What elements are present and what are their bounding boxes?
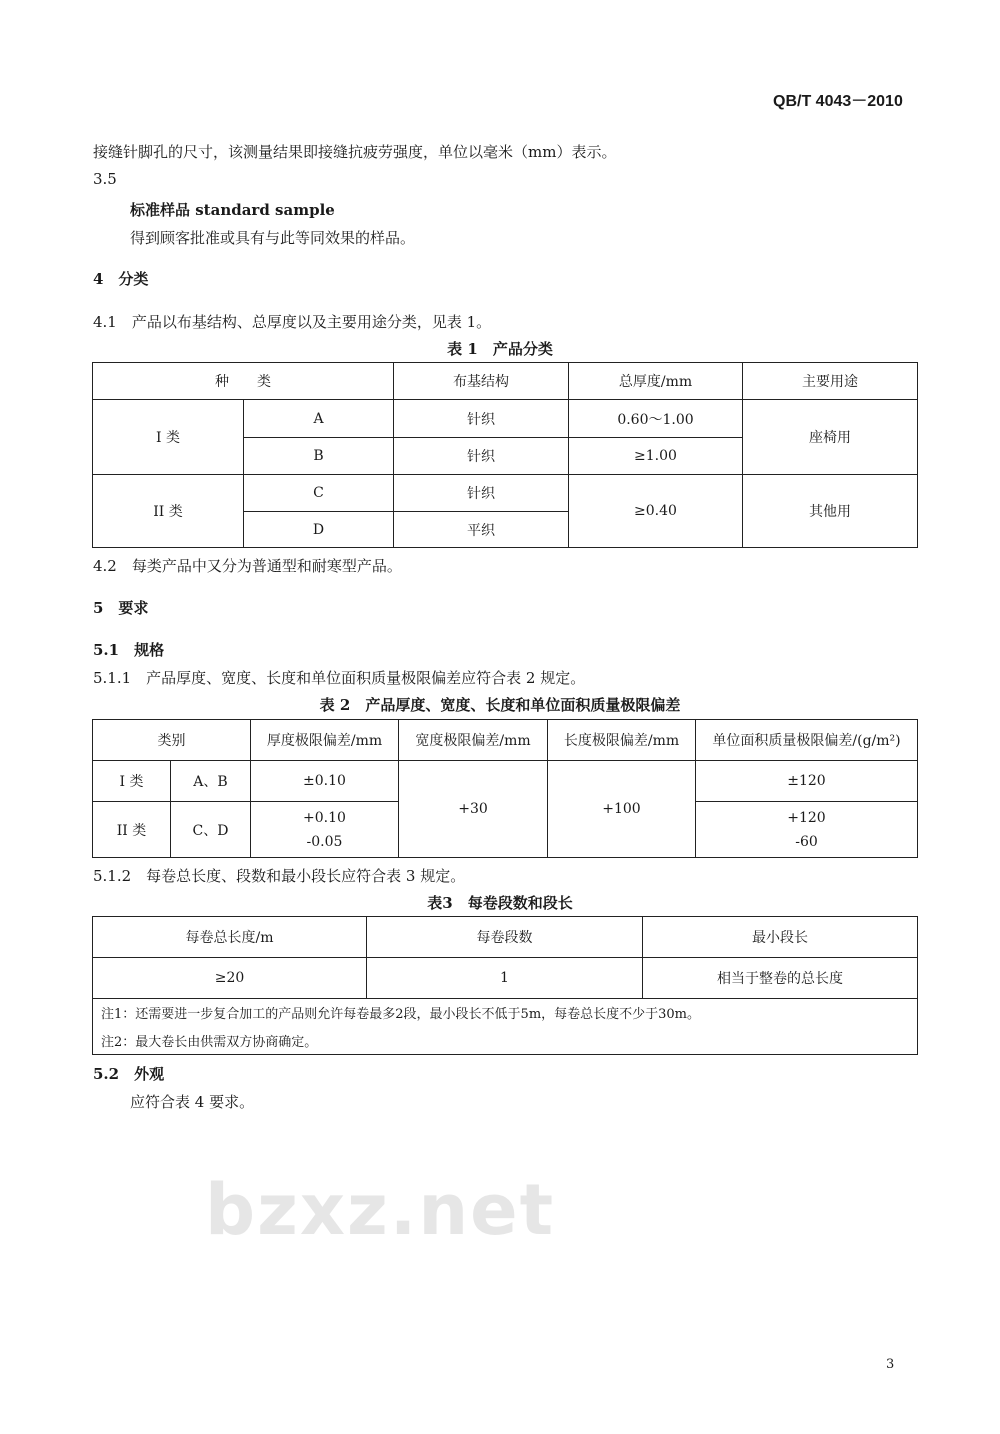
header-cell: 布基结构: [394, 363, 569, 400]
header-cell: 主要用途: [743, 363, 918, 400]
value: -60: [795, 833, 818, 850]
header-cell: 最小段长: [643, 917, 918, 958]
section-5-2-text: 应符合表 4 要求。: [130, 1093, 255, 1111]
value: -0.05: [306, 833, 343, 850]
cell: I 类: [93, 400, 244, 475]
header-cell: 每卷总长度/m: [93, 917, 367, 958]
section-5-1-2: 5.1.2 每卷总长度、段数和最小段长应符合表 3 规定。: [93, 867, 466, 885]
cell: C、D: [171, 802, 251, 858]
cell: A: [244, 400, 394, 438]
term: 标准样品 standard sample: [130, 201, 335, 219]
heading-4: 4 分类: [93, 270, 149, 288]
header-cell: 每卷段数: [367, 917, 643, 958]
header-cell: 长度极限偏差/mm: [548, 720, 696, 761]
cell: II 类: [93, 802, 171, 858]
cell: 针织: [394, 438, 569, 475]
watermark: bzxz.net: [205, 1169, 556, 1251]
cell: 针织: [394, 475, 569, 512]
header-cell: 总厚度/mm: [569, 363, 743, 400]
page-number: 3: [886, 1357, 895, 1372]
table-note: 注2：最大卷长由供需双方协商确定。: [93, 1027, 918, 1055]
cell: [696, 802, 918, 858]
heading-5-1: 5.1 规格: [93, 641, 165, 659]
table2-title: 表 2 产品厚度、宽度、长度和单位面积质量极限偏差: [319, 696, 681, 714]
cell: +30: [399, 761, 548, 858]
cell: ≥20: [93, 958, 367, 999]
value: +0.10: [303, 809, 346, 826]
definition: 得到顾客批准或具有与此等同效果的样品。: [130, 229, 416, 247]
cell: 0.60～1.00: [569, 400, 743, 438]
cell: ±0.10: [251, 761, 399, 802]
paragraph: 接缝针脚孔的尺寸，该测量结果即接缝抗疲劳强度，单位以毫米（mm）表示。: [93, 143, 617, 161]
header-cell: 种 类: [93, 363, 394, 400]
table2: [92, 719, 918, 858]
table3-title: 表3 每卷段数和段长: [427, 894, 573, 912]
cell: II 类: [93, 475, 244, 548]
cell: 座椅用: [743, 400, 918, 475]
heading-5-2: 5.2 外观: [93, 1065, 165, 1083]
table-note: 注1：还需要进一步复合加工的产品则允许每卷最多2段，最小段长不低于5m，每卷总长度不少于30m。: [93, 999, 918, 1027]
header-cell: 单位面积质量极限偏差/(g/m²): [696, 720, 918, 761]
cell: I 类: [93, 761, 171, 802]
cell: 针织: [394, 400, 569, 438]
cell: 平织: [394, 512, 569, 548]
cell: [251, 802, 399, 858]
cell: ≥0.40: [569, 475, 743, 548]
header-cell: 厚度极限偏差/mm: [251, 720, 399, 761]
cell: A、B: [171, 761, 251, 802]
cell: ≥1.00: [569, 438, 743, 475]
cell: C: [244, 475, 394, 512]
cell: 其他用: [743, 475, 918, 548]
table3: [92, 916, 918, 1055]
heading-5: 5 要求: [93, 599, 149, 617]
section-3-5: 3.5: [93, 170, 117, 188]
section-5-1-1: 5.1.1 产品厚度、宽度、长度和单位面积质量极限偏差应符合表 2 规定。: [93, 669, 586, 687]
standard-number: QB/T 4043－2010: [773, 93, 903, 110]
cell: 1: [367, 958, 643, 999]
cell: B: [244, 438, 394, 475]
cell: D: [244, 512, 394, 548]
table1-title: 表 1 产品分类: [447, 340, 553, 358]
table1: [92, 362, 918, 548]
cell: +100: [548, 761, 696, 858]
header-cell: 宽度极限偏差/mm: [399, 720, 548, 761]
header-cell: 类别: [93, 720, 251, 761]
cell: ±120: [696, 761, 918, 802]
section-4-1: 4.1 产品以布基结构、总厚度以及主要用途分类，见表 1。: [93, 313, 492, 331]
section-4-2: 4.2 每类产品中又分为普通型和耐寒型产品。: [93, 557, 402, 575]
cell: 相当于整卷的总长度: [643, 958, 918, 999]
value: +120: [787, 809, 826, 826]
